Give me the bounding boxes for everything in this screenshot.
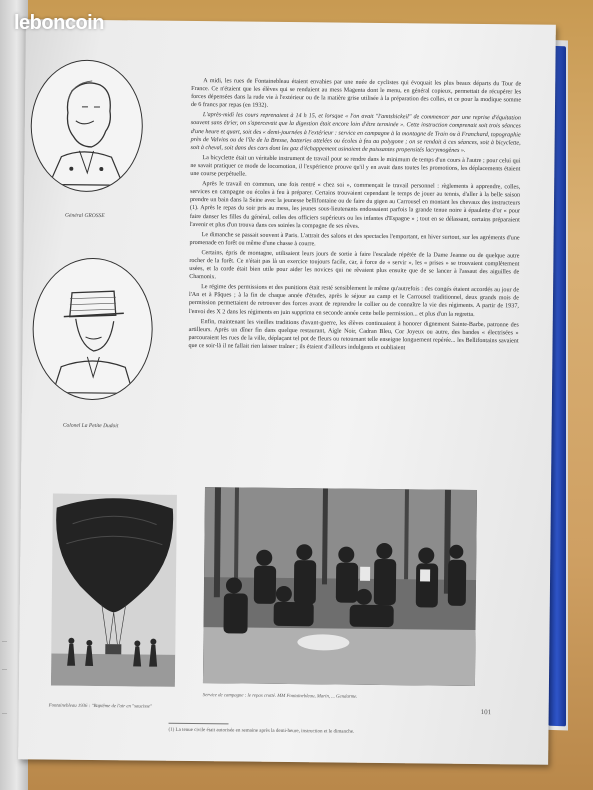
officer-portrait-drawing <box>31 60 142 191</box>
portrait-medallion-top <box>30 59 143 192</box>
group-photo-caption: Service de campagne : le repas crotté. MM Fontainebleau, Marin, ... Gendarme. <box>202 693 358 700</box>
portrait-medallion-bottom <box>32 257 153 400</box>
article-text-column <box>188 77 521 355</box>
officer-kepi-portrait-drawing <box>33 258 152 399</box>
adjacent-page-edge: — — — <box>0 0 28 790</box>
portrait-top-caption: Général GROSSE <box>65 212 105 220</box>
balloon-photo-caption: Fontainebleau 1936 : "Baptême de l'air en "saucisse" <box>48 703 153 710</box>
paragraph: Certains, épris de montagne, utilisaient leurs jours de sortie à faire l'escalade répétée de la Dame Jeanne ou de quelque autre rocher de la forêt. Ce n'était pas là un exercice toujours facile, car, à force de « servir », les « prises » se trouvaient complètement usées, et la corde était bien utile pour aider les novices qui ne rêvaient plus ensuite que de se lancer à l'assaut des aiguilles de Chamonix. <box>189 249 520 281</box>
field-service-group-illustration <box>203 487 477 686</box>
balloon-photo <box>51 494 177 687</box>
paragraph: L'après-midi les cours reprenaient à 14 h 15, et lorsque « l'on avait "l'amtshickeil" de commencer par une reprise d'équitation souvent sans étrier, on s'apercevait que la digestion était encore loin d'être terminée ». Cette instruction comprenait soit trois séances d'une heure et quart, soit des « demi-journées à l'extérieur : service en campagne à la montagne de Train ou à Franchard, topographie près de Valvins ou de l'île de la Bresse, batteries attelées ou écoles à feu au polygone ; on se rendait à ces séances, soit à bicyclette, soit à cheval, soit dans des cars dont les gaz d'échappement usinaient de puissantes propensités lacrymogènes ». <box>190 112 521 154</box>
book-page <box>18 19 556 765</box>
paragraph: Le régime des permissions et des punitions était resté sensiblement le même qu'autrefois : des congés étaient accordés au jour de l'An et à Pâques ; à la fin de chaque année d'études, après le séjour au camp et le Carrousel traditionnel, deux grands mois de permission permettaient de retrouver des forces avant de reprendre le collier ou de connaître la vie des régiments. A partir de 1937, l'envoi des X 2 dans les régiments en juin supprima en seconde année cette belle permission... et plus d'un la regretta. <box>188 284 520 318</box>
page-number: 101 <box>480 708 492 717</box>
paragraph: Après le travail en commun, une fois rentré « chez soi », commençait le travail personnel : règlements à apprendre, colles, services en campagne ou écoles à feu à préparer. Certains trouvaient cependant le temps de jouer au tennis, d'aller à la belle saison prendre un bain dans la Seine avec la jeunesse bellifontaine ou de faire du gigen au Carrousel en montant les chevaux des instructeurs (1). Après le repas du soir pris au mess, les jeunes sous-lieutenants endossaient parfois la grande tenue noire à épaulette d'or « pour faire danser les filles du général, celles des officiers supérieurs ou les infantes d'Espagne » ; tout en se délassant, certains préparaient l'avenir et plus d'un trouva dans ces soirées la compagne de ses rêves. <box>189 181 521 230</box>
group-photo <box>203 487 477 686</box>
observation-balloon-illustration <box>51 494 177 687</box>
paragraph: Le dimanche se passait souvent à Paris. L'attrait des salons et des spectacles l'emportant, en hiver surtout, sur les agréments d'une promenade en forêt ou même d'une chasse à courre. <box>189 231 520 248</box>
paragraph: La bicyclette était un véritable instrument de travail pour se rendre dans le minimum de temps d'un cours à l'autre ; pour celui qui ne savait pratiquer ce mode de locomotion, il l'expérience prouve qu'il y en avait dans toutes les promotions, les déplacements étaient une course perpétuelle. <box>190 154 521 178</box>
portrait-bottom-caption: Colonel La Petite Dudoit <box>62 422 119 430</box>
footnote: (1) La tenue civile était autorisée en semaine après la demi-heure, instruction et le dimanche. <box>168 727 355 735</box>
leboncoin-logo: leboncoin <box>14 12 104 34</box>
footnote-rule <box>169 723 229 724</box>
paragraph: Enfin, maintenant les vieilles traditions d'avant-guerre, les élèves continuaient à honorer dignement Sainte-Barbe, patronne des artilleurs. Après un dîner fin dans quelque restaurant, Aigle Noir, Cadran Bleu, Cor Joyeux ou autre, des bandes « électrisées » parcouraient les rues de la ville, déplaçant tel pot de fleurs ou retournant telle enseigne longuement repérée... les Bellifontains savaient que ce soir-là il ne fallait rien laisser traîner ; ils étaient d'ailleurs indulgents et oubliaient <box>188 318 519 352</box>
paragraph: A midi, les rues de Fontainebleau étaient envahies par une nuée de cyclistes qui évoquait les plus beaux départs du Tour de France. Ce n'étaient que les élèves qui se rendaient au mess Magenta dont le menu, en général copieux, permettait de récupérer les forces dépensées dans la rude vie à l'extérieur ou de la matière grise utilisée à la préparation des colles, et ce pour la modique somme de 6 francs par repas (en 1932). <box>190 78 522 110</box>
